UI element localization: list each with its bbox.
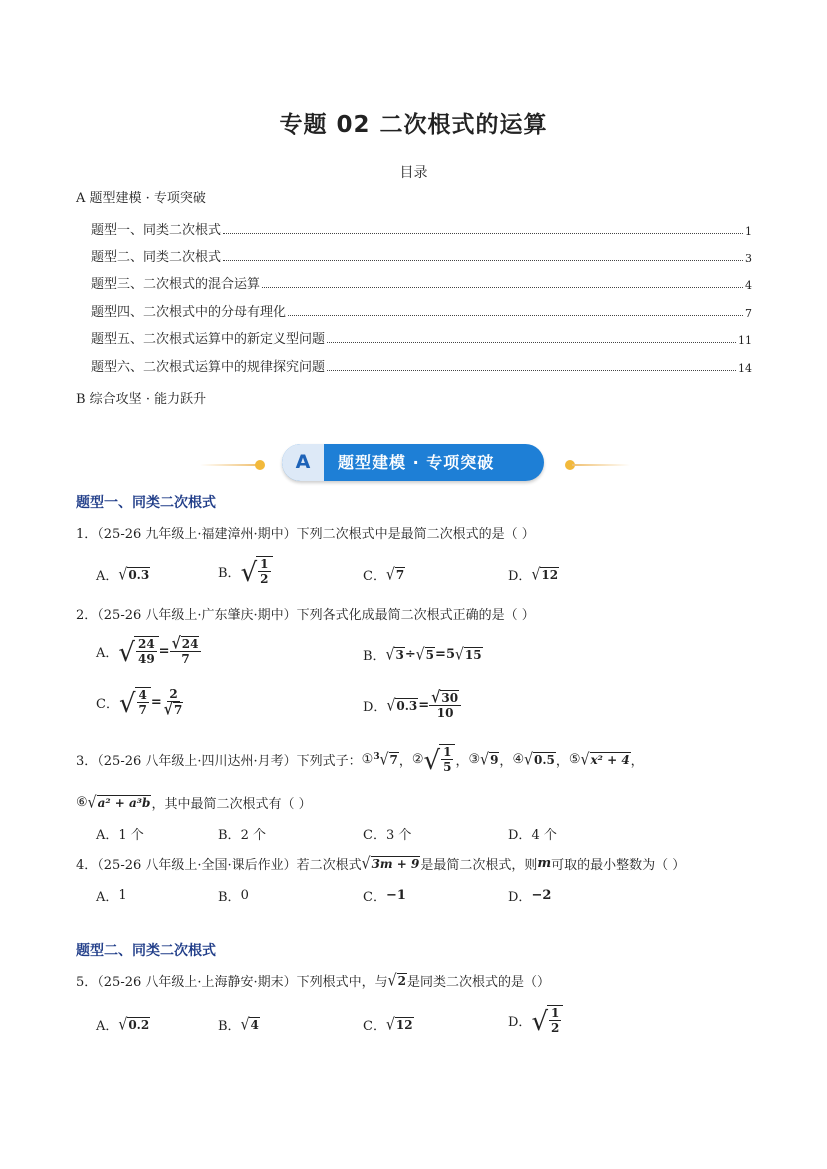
sqrt-expression: √ 0.2 xyxy=(118,1015,150,1035)
toc-item-3[interactable] xyxy=(91,274,752,292)
option-label: A． xyxy=(96,828,119,843)
divide-sign: ÷ xyxy=(404,647,416,662)
fraction: √ 24 7 xyxy=(170,636,202,666)
toc-item-label: 题型二、同类二次根式 xyxy=(91,250,222,265)
q1-option-b[interactable] xyxy=(218,556,273,586)
equals-sign: = xyxy=(158,643,170,659)
q3-option-d[interactable] xyxy=(508,824,557,843)
sqrt-expression: √ 0.5 xyxy=(524,750,555,769)
toc-item-label: 题型一、同类二次根式 xyxy=(91,223,222,238)
option-label: D． xyxy=(363,699,387,715)
q4-option-d[interactable] xyxy=(508,886,551,905)
option-text: 1 个 xyxy=(118,828,144,843)
option-label: B． xyxy=(218,565,241,581)
q1-option-d[interactable] xyxy=(508,565,559,584)
toc-item-label: 题型六、二次根式运算中的规律探究问题 xyxy=(91,360,326,375)
q4-option-c[interactable] xyxy=(363,886,406,905)
toc-item-1[interactable] xyxy=(91,220,752,238)
option-label: B． xyxy=(218,890,241,905)
q4-option-a[interactable] xyxy=(96,886,127,905)
banner-line-right xyxy=(572,464,630,466)
question-5-stem: 5．（25-26 八年级上·上海静安·期末）下列根式中，与 √ 2 是同类二次根式的是（） xyxy=(76,971,550,991)
toc-item-label: 题型四、二次根式中的分母有理化 xyxy=(91,305,287,320)
toc-section-a[interactable]: A 题型建模 · 专项突破 xyxy=(76,191,206,206)
option-label: C． xyxy=(363,1019,386,1034)
banner-dot-left-icon xyxy=(255,460,265,470)
section-heading-2: 题型二、同类二次根式 xyxy=(76,943,216,959)
marker-6: ⑥ xyxy=(76,795,88,810)
toc-page-number: 3 xyxy=(745,252,752,265)
q2-option-d[interactable] xyxy=(363,690,461,720)
question-3-stem: 3．（25-26 八年级上·四川达州·月考）下列式子： ① 3 √ 7 ， ② √ $\frac{1}{5}$ ， ③ √ 9 ， ④ √ 0.5 ， ⑤ √ x² + 4 ， xyxy=(76,745,644,776)
section-banner xyxy=(200,443,630,485)
option-label: A． xyxy=(96,569,119,584)
cube-root-expression: 3 √ 7 xyxy=(373,750,398,769)
toc-item-label: 题型五、二次根式运算中的新定义型问题 xyxy=(91,332,326,347)
q5-option-d[interactable] xyxy=(508,1005,563,1035)
sqrt-expression: √ 5 xyxy=(415,645,435,665)
sqrt-expression: √ 9 xyxy=(480,750,499,769)
option-text: 1 xyxy=(118,888,127,903)
q3-option-c[interactable] xyxy=(363,824,411,843)
equals-sign: = xyxy=(435,647,446,662)
q2-option-a[interactable] xyxy=(96,636,201,666)
toc-leader xyxy=(223,233,743,234)
q1-option-a[interactable] xyxy=(96,565,150,584)
q4-option-b[interactable] xyxy=(218,886,249,905)
marker-5: ⑤ xyxy=(568,751,581,767)
option-text: 0 xyxy=(240,888,249,903)
sqrt-expression: √ 15 xyxy=(454,645,482,665)
toc-item-label: 题型三、二次根式的混合运算 xyxy=(91,277,261,292)
equals-sign: = xyxy=(150,694,162,710)
toc-leader xyxy=(262,287,743,288)
question-1-stem: 1．（25-26 九年级上·福建漳州·期中）下列二次根式中是最简二次根式的是（ ） xyxy=(76,527,535,542)
toc-leader xyxy=(223,260,743,261)
option-label: C． xyxy=(363,828,386,843)
toc-page-number: 11 xyxy=(738,334,752,347)
banner-letter: A xyxy=(282,444,324,481)
toc-page-number: 1 xyxy=(745,225,752,238)
sqrt-expression: √ x² + 4 xyxy=(580,750,630,769)
banner-pill xyxy=(282,444,544,481)
q3-option-b[interactable] xyxy=(218,824,266,843)
marker-1: ① xyxy=(361,751,374,767)
sqrt-expression: √ 7 xyxy=(385,565,405,585)
toc-item-5[interactable] xyxy=(91,329,752,347)
toc-item-2[interactable] xyxy=(91,247,752,265)
page-title: 专题 02 二次根式的运算 xyxy=(279,112,548,138)
fraction: √ 30 10 xyxy=(429,690,461,720)
sqrt-fraction: √ $\frac{1}{2}$ xyxy=(531,1005,563,1035)
coefficient: 5 xyxy=(445,647,455,662)
toc-page-number: 4 xyxy=(745,279,752,292)
marker-2: ② xyxy=(411,751,424,767)
option-text: 2 个 xyxy=(240,828,266,843)
option-label: B． xyxy=(218,828,241,843)
toc-leader xyxy=(327,342,736,343)
option-label: A． xyxy=(96,890,119,905)
toc-item-6[interactable] xyxy=(91,357,752,375)
sqrt-expression: √ 0.3 xyxy=(118,565,150,585)
equals-sign: = xyxy=(418,697,430,713)
toc-page-number: 14 xyxy=(738,362,752,375)
option-label: D． xyxy=(508,828,532,843)
option-label: C． xyxy=(363,890,386,905)
sqrt-expression: √ 12 xyxy=(531,565,559,585)
banner-text: 题型建模 · 专项突破 xyxy=(338,453,495,472)
sqrt-expression: √ 3 xyxy=(385,645,404,665)
option-label: C． xyxy=(96,696,119,712)
toc-section-b[interactable]: B 综合攻坚 · 能力跃升 xyxy=(76,392,207,407)
option-text: −1 xyxy=(385,888,406,903)
option-label: A． xyxy=(96,1019,119,1034)
sqrt-expression: √ a² + a³b xyxy=(87,793,151,813)
option-text: 4 个 xyxy=(531,828,557,843)
toc-heading: 目录 xyxy=(399,165,428,181)
option-label: D． xyxy=(508,569,532,584)
question-2-stem: 2．（25-26 八年级上·广东肇庆·期中）下列各式化成最简二次根式正确的是（ ） xyxy=(76,608,535,623)
toc-item-4[interactable] xyxy=(91,302,752,320)
variable-m: m xyxy=(537,856,552,871)
sqrt-fraction: √ $\frac{4}{7}$ xyxy=(119,687,151,717)
toc-leader xyxy=(327,370,736,371)
option-text: −2 xyxy=(531,888,552,903)
marker-3: ③ xyxy=(468,751,481,767)
sqrt-expression: √ 0.3 xyxy=(386,696,418,715)
q2-option-c[interactable] xyxy=(96,687,185,720)
q5-option-c[interactable] xyxy=(363,1015,414,1034)
fraction: 2 √ 7 xyxy=(163,687,183,720)
question-4-stem: 4．（25-26 八年级上·全国·课后作业）若二次根式 √ 3m + 9 是最简二次根式，则 m 可取的最小整数为（ ） xyxy=(76,854,686,874)
banner-line-left xyxy=(200,464,258,466)
toc-leader xyxy=(288,315,743,316)
q5-option-a[interactable] xyxy=(96,1015,150,1034)
q5-option-b[interactable] xyxy=(218,1015,260,1034)
sqrt-expression: √ 12 xyxy=(385,1015,413,1035)
sqrt-expression: √ 2 xyxy=(387,971,406,991)
marker-4: ④ xyxy=(512,751,525,767)
option-label: C． xyxy=(363,569,386,584)
sqrt-expression: √ 4 xyxy=(240,1015,259,1035)
option-label: B． xyxy=(363,649,386,664)
option-label: B． xyxy=(218,1019,241,1034)
section-heading-1: 题型一、同类二次根式 xyxy=(76,495,216,511)
q1-option-c[interactable] xyxy=(363,565,405,584)
toc-page-number: 7 xyxy=(745,307,752,320)
sqrt-fraction: √ $\frac{1}{2}$ xyxy=(241,556,273,586)
question-3-stem-cont: ⑥ √ a² + a³b ，其中最简二次根式有（ ） xyxy=(76,793,312,813)
q2-option-b[interactable] xyxy=(363,645,483,664)
option-label: A． xyxy=(96,645,119,661)
option-label: D． xyxy=(508,1014,532,1030)
sqrt-fraction: √ $\frac{1}{5}$ xyxy=(424,744,456,774)
sqrt-expression: √ 3m + 9 xyxy=(361,854,420,874)
option-label: D． xyxy=(508,890,532,905)
option-text: 3 个 xyxy=(385,828,412,843)
q3-option-a[interactable] xyxy=(96,824,144,843)
sqrt-fraction: √ $\frac{24}{49}$ xyxy=(118,636,158,666)
